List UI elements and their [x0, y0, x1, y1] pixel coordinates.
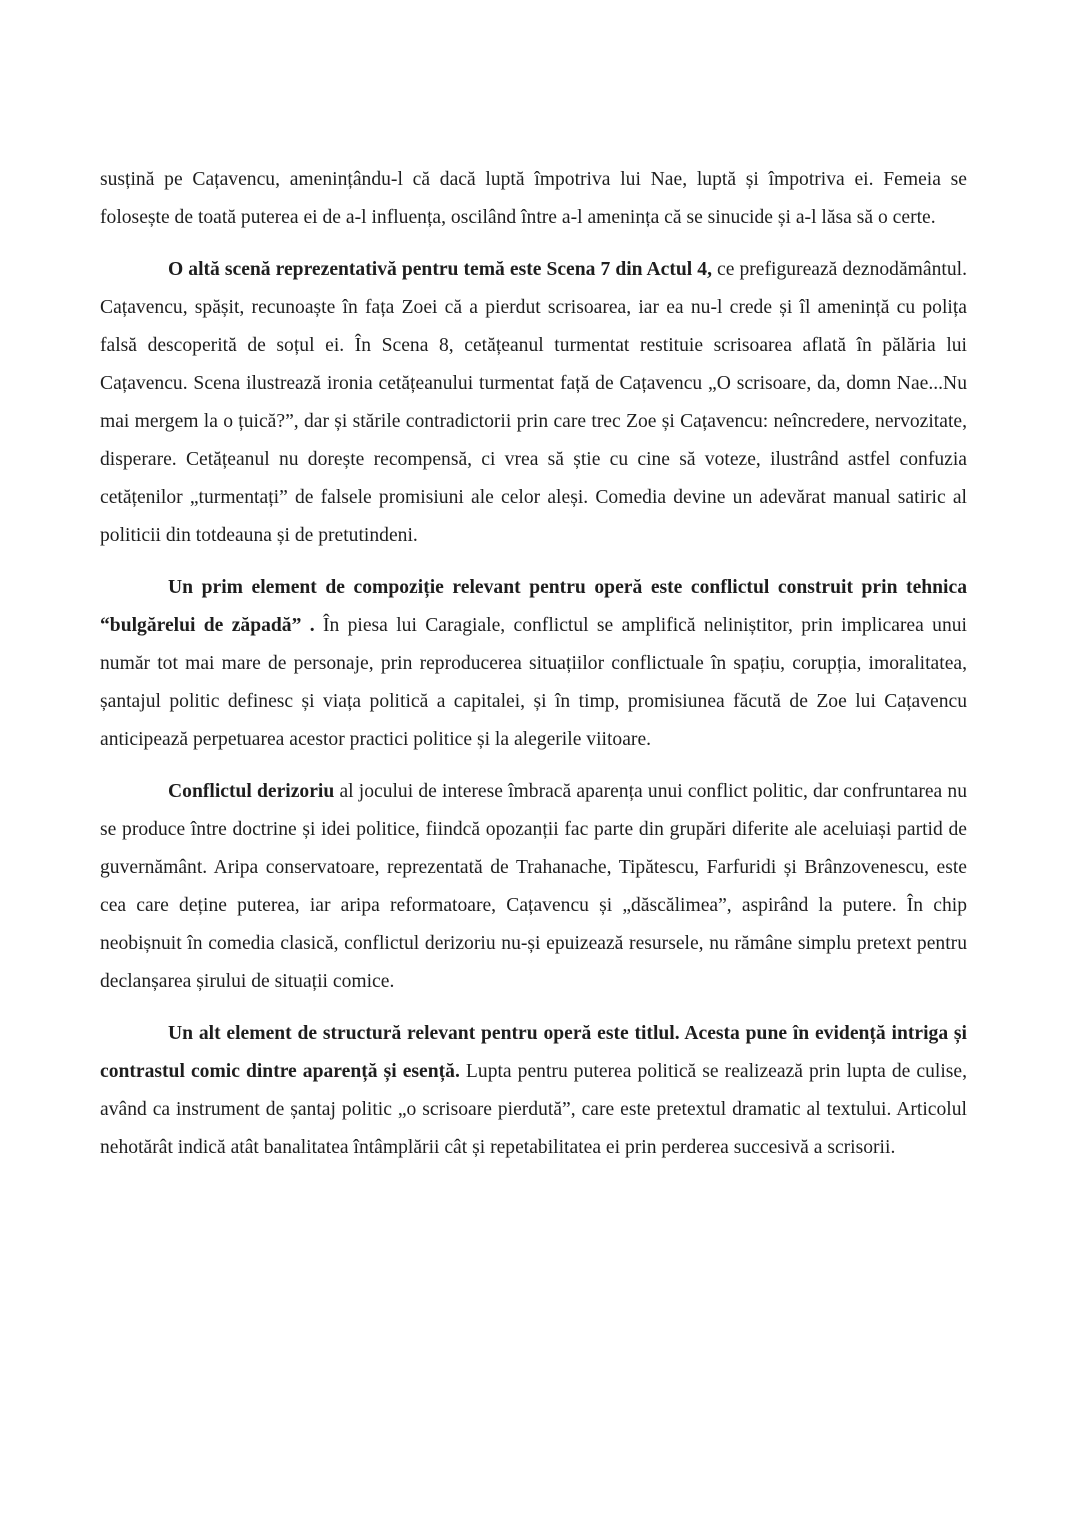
bold-heading-text: Un alt element de structură relevant pentru operă este titlul. Acesta pune în evidență intriga și contrastul comic dintre aparență și esență. [100, 1023, 967, 1082]
body-text: al jocului de interese îmbracă aparența unui conflict politic, dar confruntarea nu se produce între doctrine și idei politice, fiindcă opozanții fac parte din grupări diferite ale aceluiași partid de guvernământ. Aripa conservatoare, reprezentată de Trahanache, Tipătescu, Farfuridi și Brânzovenescu, este cea care deține puterea, iar aripa reformatoare, Cațavencu și „dăscălimea”, aspirând la putere. În chip neobișnuit în comedia clasică, conflictul derizoriu nu-și epuizează resursele, nu rămâne simplu pretext pentru declanșarea șirului de situații comice. [100, 781, 968, 992]
body-text: Lupta pentru puterea politică se realizează prin lupta de culise, având ca instrument de șantaj politic „o scrisoare pierdută”, care este pretextul dramatic al textului. Articolul nehotărât indică atât banalitatea întâmplării cât și repetabilitatea ei prin perderea succesivă a scrisorii. [100, 1061, 967, 1158]
body-text: susțină pe Cațavencu, amenințându-l că dacă luptă împotriva lui Nae, luptă și împotriva ei. Femeia se folosește de toată puterea ei de a-l influența, oscilând între a-l amenința că se sinucide și a-l lăsa să o certe. [100, 169, 967, 228]
paragraph-scene-7 [100, 251, 967, 555]
bold-heading-text: Un prim element de compoziție relevant pentru operă este conflictul construit prin tehnica “bulgărelui de zăpadă” . [100, 577, 967, 636]
bold-heading-text: Conflictul derizoriu [168, 781, 335, 802]
paragraph-conflict [100, 773, 967, 1001]
paragraph-title [100, 1015, 967, 1167]
document-page [100, 161, 967, 1181]
paragraph-continuation [100, 161, 967, 237]
paragraph-composition-element [100, 569, 967, 759]
body-text: ce prefigurează deznodământul. Cațavencu, spășit, recunoaște în fața Zoei că a pierdut scrisoarea, iar ea nu-l crede și îl amenință cu polița falsă descoperită de soțul ei. În Scena 8, cetățeanul turmentat restituie scrisoarea aflată în pălăria lui Cațavencu. Scena ilustrează ironia cetățeanului turmentat față de Cațavencu „O scrisoare, da, domn Nae...Nu mai mergem la o țuică?”, dar și stările contradictorii prin care trec Zoe și Cațavencu: neîncredere, nervozitate, disperare. Cetățeanul nu dorește recompensă, ci vrea să știe cu cine să voteze, ilustrând astfel confuzia cetățenilor „turmentați” de falsele promisiuni ale celor aleși. Comedia devine un adevărat manual satiric al politicii din totdeauna și de pretutindeni. [100, 259, 967, 546]
bold-heading-text: O altă scenă reprezentativă pentru temă este Scena 7 din Actul 4, [168, 259, 712, 280]
body-text: În piesa lui Caragiale, conflictul se amplifică neliniștitor, prin implicarea unui număr tot mai mare de personaje, prin reproducerea situațiilor conflictuale în spațiu, corupția, imoralitatea, șantajul politic definesc și viața politică a capitalei, și în timp, promisiunea făcută de Zoe lui Cațavencu anticipează perpetuarea acestor practici politice și la alegerile viitoare. [100, 615, 967, 750]
